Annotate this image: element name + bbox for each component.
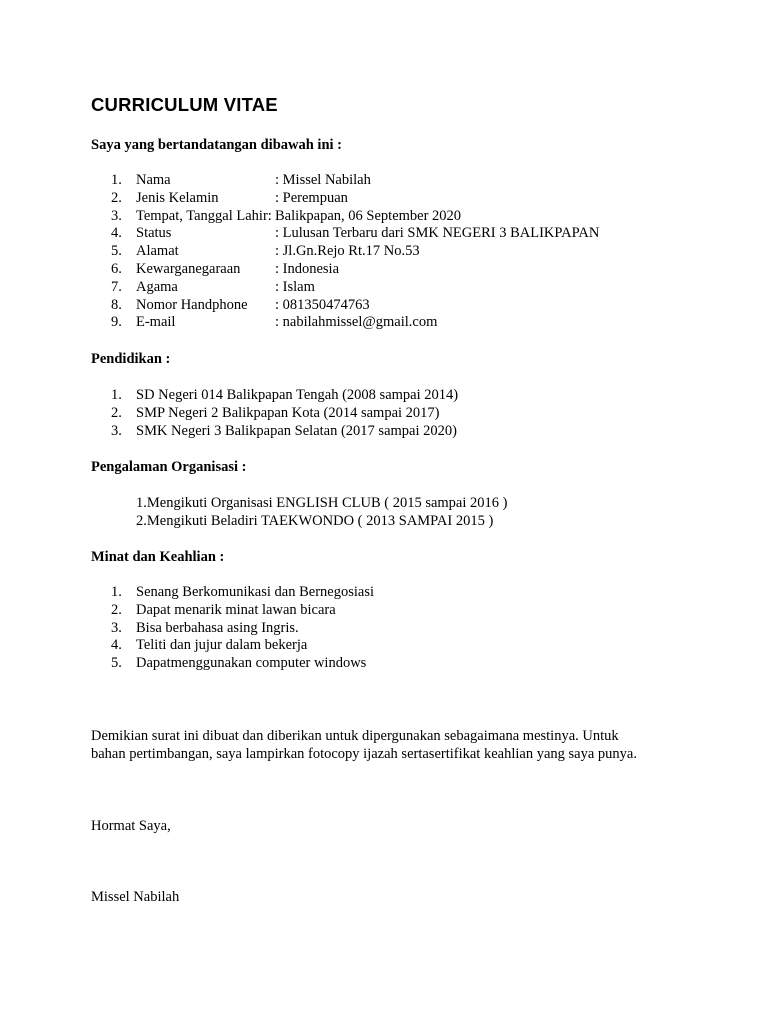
list-item: 5. Dapatmenggunakan computer windows: [111, 655, 367, 672]
list-item: 2. SMP Negeri 2 Balikpapan Kota (2014 sampai 2017): [111, 404, 440, 421]
list-item: 9. E-mail : nabilahmissel@gmail.com: [111, 314, 438, 331]
list-item: 1. Nama : Missel Nabilah: [111, 172, 371, 188]
list-item: 8. Nomor Handphone : 081350474763: [111, 296, 370, 313]
list-item: 4. Teliti dan jujur dalam bekerja: [111, 637, 308, 654]
list-item: 2. Jenis Kelamin : Perempuan: [111, 189, 348, 206]
organization-heading: Pengalaman Organisasi :: [91, 459, 247, 475]
skills-list: [91, 584, 711, 673]
regards-text: Hormat Saya,: [91, 818, 171, 834]
list-item: 3. Tempat, Tanggal Lahir: Balikpapan, 06 September 2020: [111, 207, 462, 224]
closing-paragraph-line-1: Demikian surat ini dibuat dan diberikan untuk dipergunakan sebagaimana mestinya. Untuk: [91, 728, 619, 744]
list-item: 4. Status : Lulusan Terbaru dari SMK NEGERI 3 BALIKPAPAN: [111, 225, 600, 242]
list-item: 5. Alamat : Jl.Gn.Rejo Rt.17 No.53: [111, 243, 420, 260]
list-item: 3. Bisa berbahasa asing Ingris.: [111, 619, 299, 636]
list-item: 3. SMK Negeri 3 Balikpapan Selatan (2017 sampai 2020): [111, 422, 457, 439]
closing-paragraph-line-2: bahan pertimbangan, saya lampirkan fotocopy ijazah sertasertifikat keahlian yang saya punya.: [91, 746, 637, 762]
skills-heading: Minat dan Keahlian :: [91, 549, 225, 565]
organization-list: [91, 495, 711, 531]
list-item: 6. Kewarganegaraan : Indonesia: [111, 260, 340, 277]
education-list: [91, 387, 711, 440]
list-item: 1. SD Negeri 014 Balikpapan Tengah (2008 sampai 2014): [111, 387, 459, 403]
list-item: 7. Agama : Islam: [111, 278, 315, 295]
list-item: 2. Dapat menarik minat lawan bicara: [111, 601, 336, 618]
page-title: CURRICULUM VITAE: [91, 94, 278, 115]
list-item: 1. Senang Berkomunikasi dan Bernegosiasi: [111, 584, 374, 600]
education-heading: Pendidikan :: [91, 351, 171, 367]
intro-heading: Saya yang bertandatangan dibawah ini :: [91, 137, 342, 153]
list-item: 1.Mengikuti Organisasi ENGLISH CLUB ( 2015 sampai 2016 ): [136, 495, 508, 511]
signature-name: Missel Nabilah: [91, 889, 180, 905]
list-item: 2.Mengikuti Beladiri TAEKWONDO ( 2013 SAMPAI 2015 ): [136, 512, 494, 529]
personal-info-list: [91, 172, 711, 332]
